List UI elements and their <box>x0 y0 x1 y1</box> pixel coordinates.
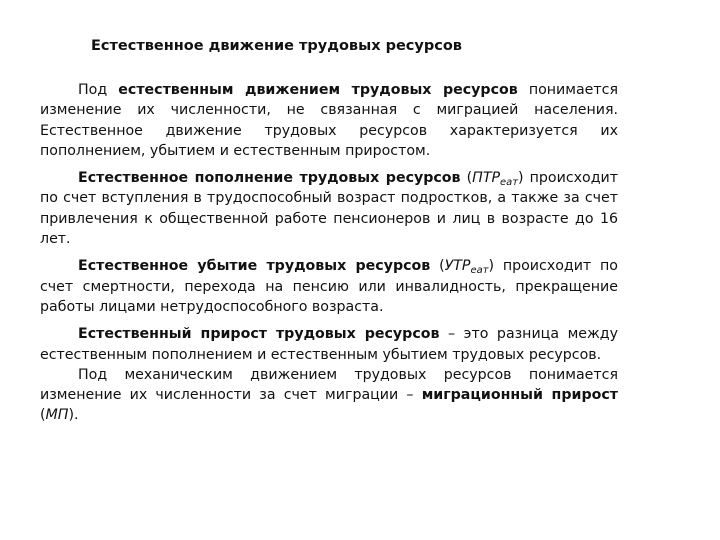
p2-abbr: ПТР <box>472 170 501 187</box>
p5-abbr: МП <box>45 407 69 424</box>
paragraph-natural-replenishment <box>40 168 618 249</box>
paragraph-mechanical-movement <box>40 365 618 426</box>
p5-open: ( <box>40 407 46 424</box>
p5-rest: ). <box>68 407 79 424</box>
p2-rest: ) происходит по счет вступления в трудоспособный возраст подростков, а также за счет привлечения к общественной работе пенсионеров и лиц в возрасте до 16 лет. <box>40 170 618 248</box>
p3-open: ( <box>430 258 445 275</box>
p5-term: миграционный прирост <box>421 387 618 404</box>
p2-sub: еат <box>500 177 519 189</box>
p1-rest: понимается изменение их численности, не связанная с миграцией населения. Естественное движение трудовых ресурсов характеризуется их пополнением, убытием и естественным приростом. <box>40 82 619 159</box>
slide-body <box>40 80 618 426</box>
p1-term: естественным движением трудовых ресурсов <box>118 82 518 98</box>
paragraph-natural-movement <box>40 80 618 161</box>
p2-open: ( <box>460 170 473 187</box>
p3-rest: ) происходит по счет смертности, перехода на пенсию или инвалидность, прекращение работы лицами нетрудоспособного возраста. <box>40 258 618 315</box>
slide-title: Естественное движение трудовых ресурсов <box>91 38 462 54</box>
paragraph-natural-growth <box>40 324 618 365</box>
paragraph-natural-loss <box>40 256 618 317</box>
p2-term: Естественное пополнение трудовых ресурсов <box>78 170 461 187</box>
p3-term: Естественное убытие трудовых ресурсов <box>78 258 431 275</box>
p3-sub: еат <box>470 265 489 277</box>
p3-abbr: УТР <box>444 258 471 275</box>
p4-rest: – это разница между естественным пополнением и естественным убытием трудовых ресурсов. <box>40 326 618 363</box>
p1-lead: Под <box>78 82 119 98</box>
p4-term: Естественный прирост трудовых ресурсов <box>78 326 440 343</box>
p5-lead: Под механическим движением трудовых ресурсов понимается изменение их численности за счет миграции – <box>40 366 618 404</box>
